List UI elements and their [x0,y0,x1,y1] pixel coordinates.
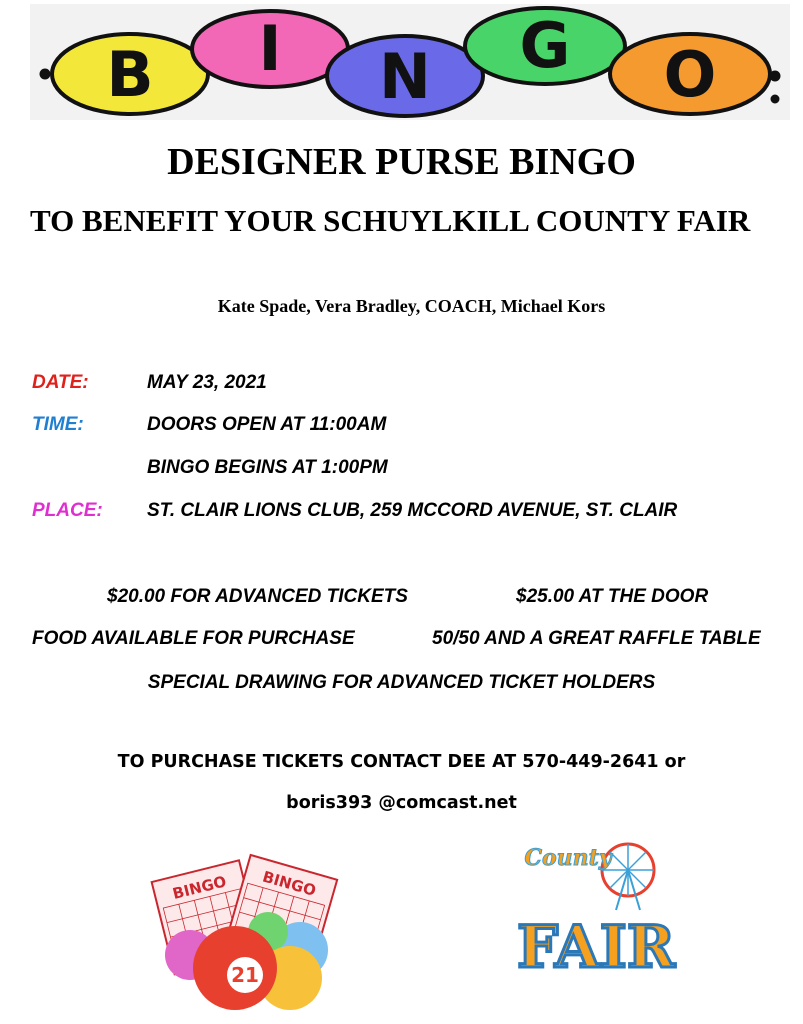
letter-i: I [258,12,282,85]
place-label: PLACE: [32,500,103,521]
bingo-banner [30,4,790,120]
door-ticket-price: $25.00 AT THE DOOR [516,586,709,607]
letter-n: N [379,40,431,113]
bingo-start-time: BINGO BEGINS AT 1:00PM [147,457,388,478]
bingo-card-label-2: BINGO [260,867,318,900]
advanced-ticket-price: $20.00 FOR ADVANCED TICKETS [107,586,408,607]
date-value: MAY 23, 2021 [147,372,267,393]
letter-g: G [519,9,571,82]
contact-email[interactable]: boris393 @comcast.net [286,793,517,813]
letter-o: O [663,38,717,111]
raffle-note: 50/50 AND A GREAT RAFFLE TABLE [432,628,761,649]
food-note: FOOD AVAILABLE FOR PURCHASE [32,628,355,649]
bingo-ball-number: 21 [231,963,259,987]
bingo-cards-balls-image [150,850,340,1015]
brand-list: Kate Spade, Vera Bradley, COACH, Michael Kors [217,296,606,316]
place-value: ST. CLAIR LIONS CLUB, 259 MCCORD AVENUE, ST. CLAIR [147,500,678,521]
contact-line: TO PURCHASE TICKETS CONTACT DEE AT 570-449-2641 or [117,752,686,772]
bingo-card-label-1: BINGO [170,872,229,904]
fair-word-fair: FAIR [516,913,676,981]
event-subtitle: TO BENEFIT YOUR SCHUYLKILL COUNTY FAIR [30,203,751,238]
date-label: DATE: [32,372,89,393]
county-fair-logo [516,835,676,985]
fair-word-county: County [524,845,612,871]
special-drawing-note: SPECIAL DRAWING FOR ADVANCED TICKET HOLDERS [147,672,656,693]
time-label: TIME: [32,414,84,435]
letter-b: B [106,38,154,111]
doors-open-time: DOORS OPEN AT 11:00AM [147,414,387,435]
event-title: DESIGNER PURSE BINGO [167,141,636,183]
